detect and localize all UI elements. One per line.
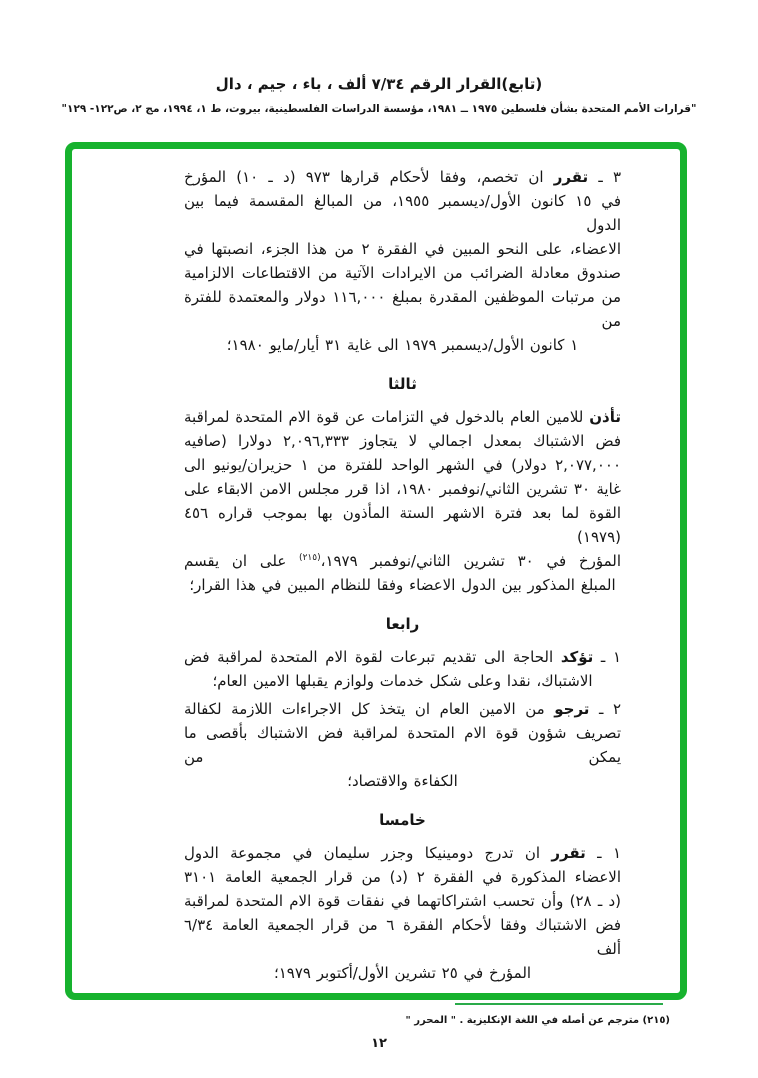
paragraph-line [184,477,621,501]
text-segment: ٢ ـ [589,700,621,718]
text-segment: تقرر [553,168,589,186]
text-segment: ان تخصم، وفقا لأحكام قرارها ٩٧٣ (د ـ ١٠) المؤرخ [184,168,554,186]
paragraph-line [184,285,621,333]
text-segment: المبلغ المذكور بين الدول الاعضاء وفقا للنظام المبين في هذا القرار؛ [189,576,616,594]
text-segment: القوة لما بعد فترة الاشهر الستة المأذون بها بموجب قراره ٤٥٦ (١٩٧٩) [184,504,621,546]
text-segment: تأذن [589,408,621,426]
text-segment: الكفاءة والاقتصاد؛ [347,772,458,790]
paragraph [184,841,621,985]
footnote: (٢١٥) مترجم عن أصله في اللغة الإنكليزية . " المحرر " [405,1015,670,1026]
section-heading: خامسا [379,811,426,829]
paragraph-line [184,841,621,865]
paragraph-line [184,721,621,769]
text-segment: ١ ـ [593,648,621,666]
text-segment: للامين العام بالدخول في التزامات عن قوة الام المتحدة لمراقبة [184,408,590,426]
text-segment: صندوق معادلة الضرائب من الايرادات الآتية من الاقتطاعات الالزامية [184,264,621,282]
paragraph [184,645,621,693]
paragraph-line [184,645,621,669]
text-segment: ٢,٠٧٧,٠٠٠ دولار) في الشهر الواحد للفترة من ١ حزيران/يونيو الى [184,456,621,474]
text-segment: ٣ ـ [588,168,621,186]
paragraph-line [184,697,621,721]
text-segment: ان تدرج دومينيكا وجزر سليمان في مجموعة الدول [184,844,552,862]
text-segment: فض الاشتباك بمعدل اجمالي لا يتجاوز ٢,٠٩٦,٣٣٣ دولارا (صافيه [184,432,621,450]
paragraph [184,405,621,597]
text-segment: غاية ٣٠ تشرين الثاني/نوفمبر ١٩٨٠، اذا قرر مجلس الامن الابقاء على [184,480,621,498]
document-citation: "قرارات الأمم المتحدة بشأن فلسطين ١٩٧٥ ــ ١٩٨١، مؤسسة الدراسات الفلسطينية، بيروت، ط ١، ١٩٩٤، مج ٢، ص١٢٢- ١٢٩" [61,103,697,115]
paragraph-line [184,165,621,189]
paragraph-line [184,961,621,985]
text-segment: فض الاشتباك وفقا لأحكام الفقرة ٦ من قرار الجمعية العامة ٦/٣٤ ألف [184,916,621,958]
section-heading: ثالثا [388,375,417,393]
text-segment: المؤرخ في ٢٥ تشرين الأول/أكتوبر ١٩٧٩؛ [273,964,532,982]
paragraph [184,697,621,793]
paragraph-line [184,189,621,237]
text-segment: ١ ـ [585,844,622,862]
text-segment: من الامين العام ان يتخذ كل الاجراءات اللازمة لكفالة [184,700,555,718]
paragraph-line [184,889,621,913]
text-segment: المؤرخ في ٣٠ تشرين الثاني/نوفمبر ١٩٧٩، [320,552,621,570]
footnote-ref: (٢١٥) [299,553,321,563]
paragraph-line [184,453,621,477]
text-segment: تؤكد [560,648,594,666]
text-segment: على ان يقسم [184,552,300,570]
text-segment: الاعضاء، على النحو المبين في الفقرة ٢ من هذا الجزء، انصبتها في [184,240,621,258]
text-segment: ١ كانون الأول/ديسمبر ١٩٧٩ الى غاية ٣١ أيار/مايو ١٩٨٠؛ [226,336,579,354]
paragraph-line [184,913,621,961]
paragraph-line [184,669,621,693]
text-segment: ترجو [554,700,590,718]
document-body [184,165,621,985]
text-segment: الحاجة الى تقديم تبرعات لقوة الام المتحدة لمراقبة فض [184,648,561,666]
text-segment: (د ـ ٢٨) وأن تحسب اشتراكاتهما في نفقات قوة الام المتحدة لمراقبة [184,892,622,910]
text-segment: الاشتباك، نقدا وعلى شكل خدمات ولوازم يقبلها الامين العام؛ [212,672,593,690]
paragraph-line [184,261,621,285]
text-segment: تصريف شؤون قوة الام المتحدة لمراقبة فض الاشتباك بأقصى ما يمكن من [184,724,621,766]
text-segment: الاعضاء المذكورة في الفقرة ٢ (د) من قرار الجمعية العامة ٣١٠١ [184,868,622,886]
paragraph-line [184,865,621,889]
paragraph [184,165,621,357]
text-segment: في ١٥ كانون الأول/ديسمبر ١٩٥٥، من المبالغ المقسمة فيما بين الدول [184,192,621,234]
text-segment: من مرتبات الموظفين المقدرة بمبلغ ١١٦,٠٠٠ دولار والمعتمدة للفترة من [184,288,621,330]
section-heading: رابعا [385,615,420,633]
content-border-box [65,142,687,1026]
page-number: ١٢ [371,1036,387,1051]
paragraph-line [184,573,621,597]
paragraph-line [184,501,621,549]
paragraph-line [184,549,621,573]
paragraph-line [184,769,621,793]
document-title: (تابع)القرار الرقم ٧/٣٤ ألف ، باء ، جيم ، دال [215,75,543,93]
paragraph-line [184,429,621,453]
paragraph-line [184,405,621,429]
footnote-separator [455,1003,663,1005]
text-segment: تقرر [551,844,586,862]
paragraph-line [184,333,621,357]
paragraph-line [184,237,621,261]
